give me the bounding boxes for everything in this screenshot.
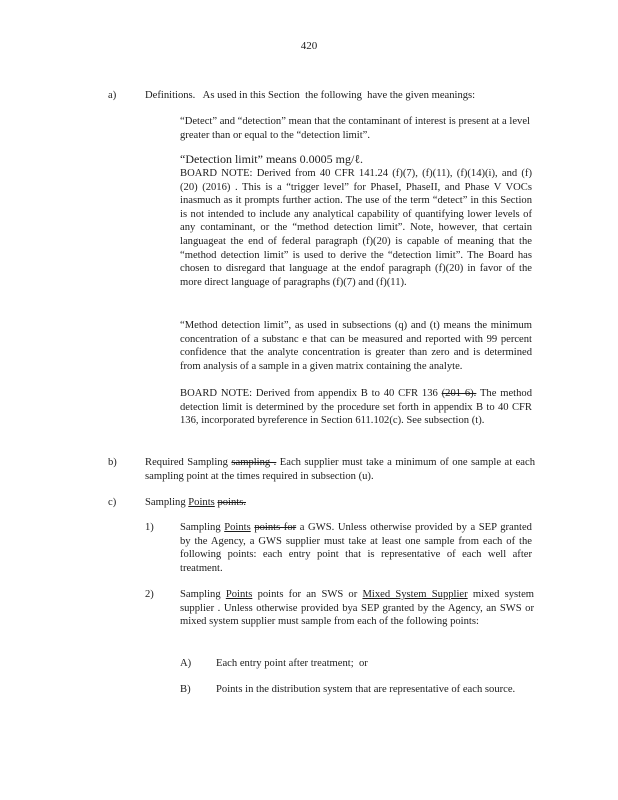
- section-c1-label: 1): [145, 522, 154, 533]
- section-c-heading: Sampling Points points.: [145, 497, 246, 508]
- page-number: 420: [300, 40, 318, 52]
- section-c2-label: 2): [145, 589, 154, 600]
- struck-text: (201 6).: [441, 388, 477, 399]
- inserted-text: Points: [188, 497, 215, 508]
- method-detection-limit-board-note: BOARD NOTE: Derived from appendix B to 40 CFR 136 (201 6). The method detection limit is determined by the procedure set forth in appendix B to 40 CFR 136, incorporated byreference in Section 611.102(c). See subsection (t).: [180, 388, 532, 427]
- inserted-text: Mixed System Supplier: [362, 589, 468, 600]
- section-cA-label: A): [180, 658, 192, 669]
- detection-limit-board-note: BOARD NOTE: Derived from 40 CFR 141.24 (f)(7), (f)(11), (f)(14)(i), and (f)(20) (2016) . This is a “trigger level” for PhaseI, PhaseII, and Phase V VOCs inasmuch as it prompts further action. The use of the term “detect” in this Section is not intended to include any analytical capability of quantifying lower levels of any contaminant, or the “method detection limit”. Note, however, that certain languageat the end of federal paragraph (f)(20) is capable of meaning that the “method detection limit” is used to derive the “detection limit”. The Board has chosen to disregard that language at the endof paragraph (f)(20) in favor of the more direct language of paragraphs (f)(7) and (f)(11).: [180, 168, 532, 288]
- detection-limit-definition: “Detection limit” means 0.0005 mg/ℓ.: [180, 152, 364, 166]
- struck-text: points for: [254, 522, 297, 533]
- section-b-label: b): [108, 457, 117, 468]
- section-cB-label: B): [180, 684, 191, 695]
- section-cA-text: Each entry point after treatment; or: [216, 658, 368, 669]
- struck-text: points.: [217, 497, 246, 508]
- section-b-text: Required Sampling sampling . Each supplier must take a minimum of one sample at each sampling point at the times required in subsection (u).: [145, 457, 536, 482]
- section-c-label: c): [108, 497, 117, 508]
- section-c2-text: Sampling Points points for an SWS or Mixed System Supplier mixed system supplier . Unless otherwise provided bya SEP granted by the Agency, an SWS or mixed system supplier must sample from each of the following points:: [180, 589, 535, 628]
- section-a-heading: Definitions. As used in this Section the following have the given meanings:: [145, 90, 476, 101]
- detect-definition: “Detect” and “detection” mean that the contaminant of interest is present at a level greater than or equal to the “detection limit”.: [180, 116, 530, 141]
- method-detection-limit-definition: “Method detection limit”, as used in subsections (q) and (t) means the minimum concentration of a substanc e that can be measured and reported with 99 percent confidence that the analyte concentration is greater than zero and is determined from analysis of a sample in a given matrix containing the analyte.: [180, 320, 532, 372]
- inserted-text: Points: [224, 522, 251, 533]
- inserted-text: Points: [225, 589, 253, 600]
- struck-text: sampling .: [231, 457, 277, 468]
- section-a-label: a): [108, 90, 117, 101]
- section-cB-text: Points in the distribution system that are representative of each source.: [216, 684, 516, 695]
- section-c1-text: Sampling Points points for a GWS. Unless otherwise provided by a SEP granted by the Agency, a GWS supplier must take at least one sample from each of the following points: each entry point that is representative of each well after treatment.: [180, 522, 532, 574]
